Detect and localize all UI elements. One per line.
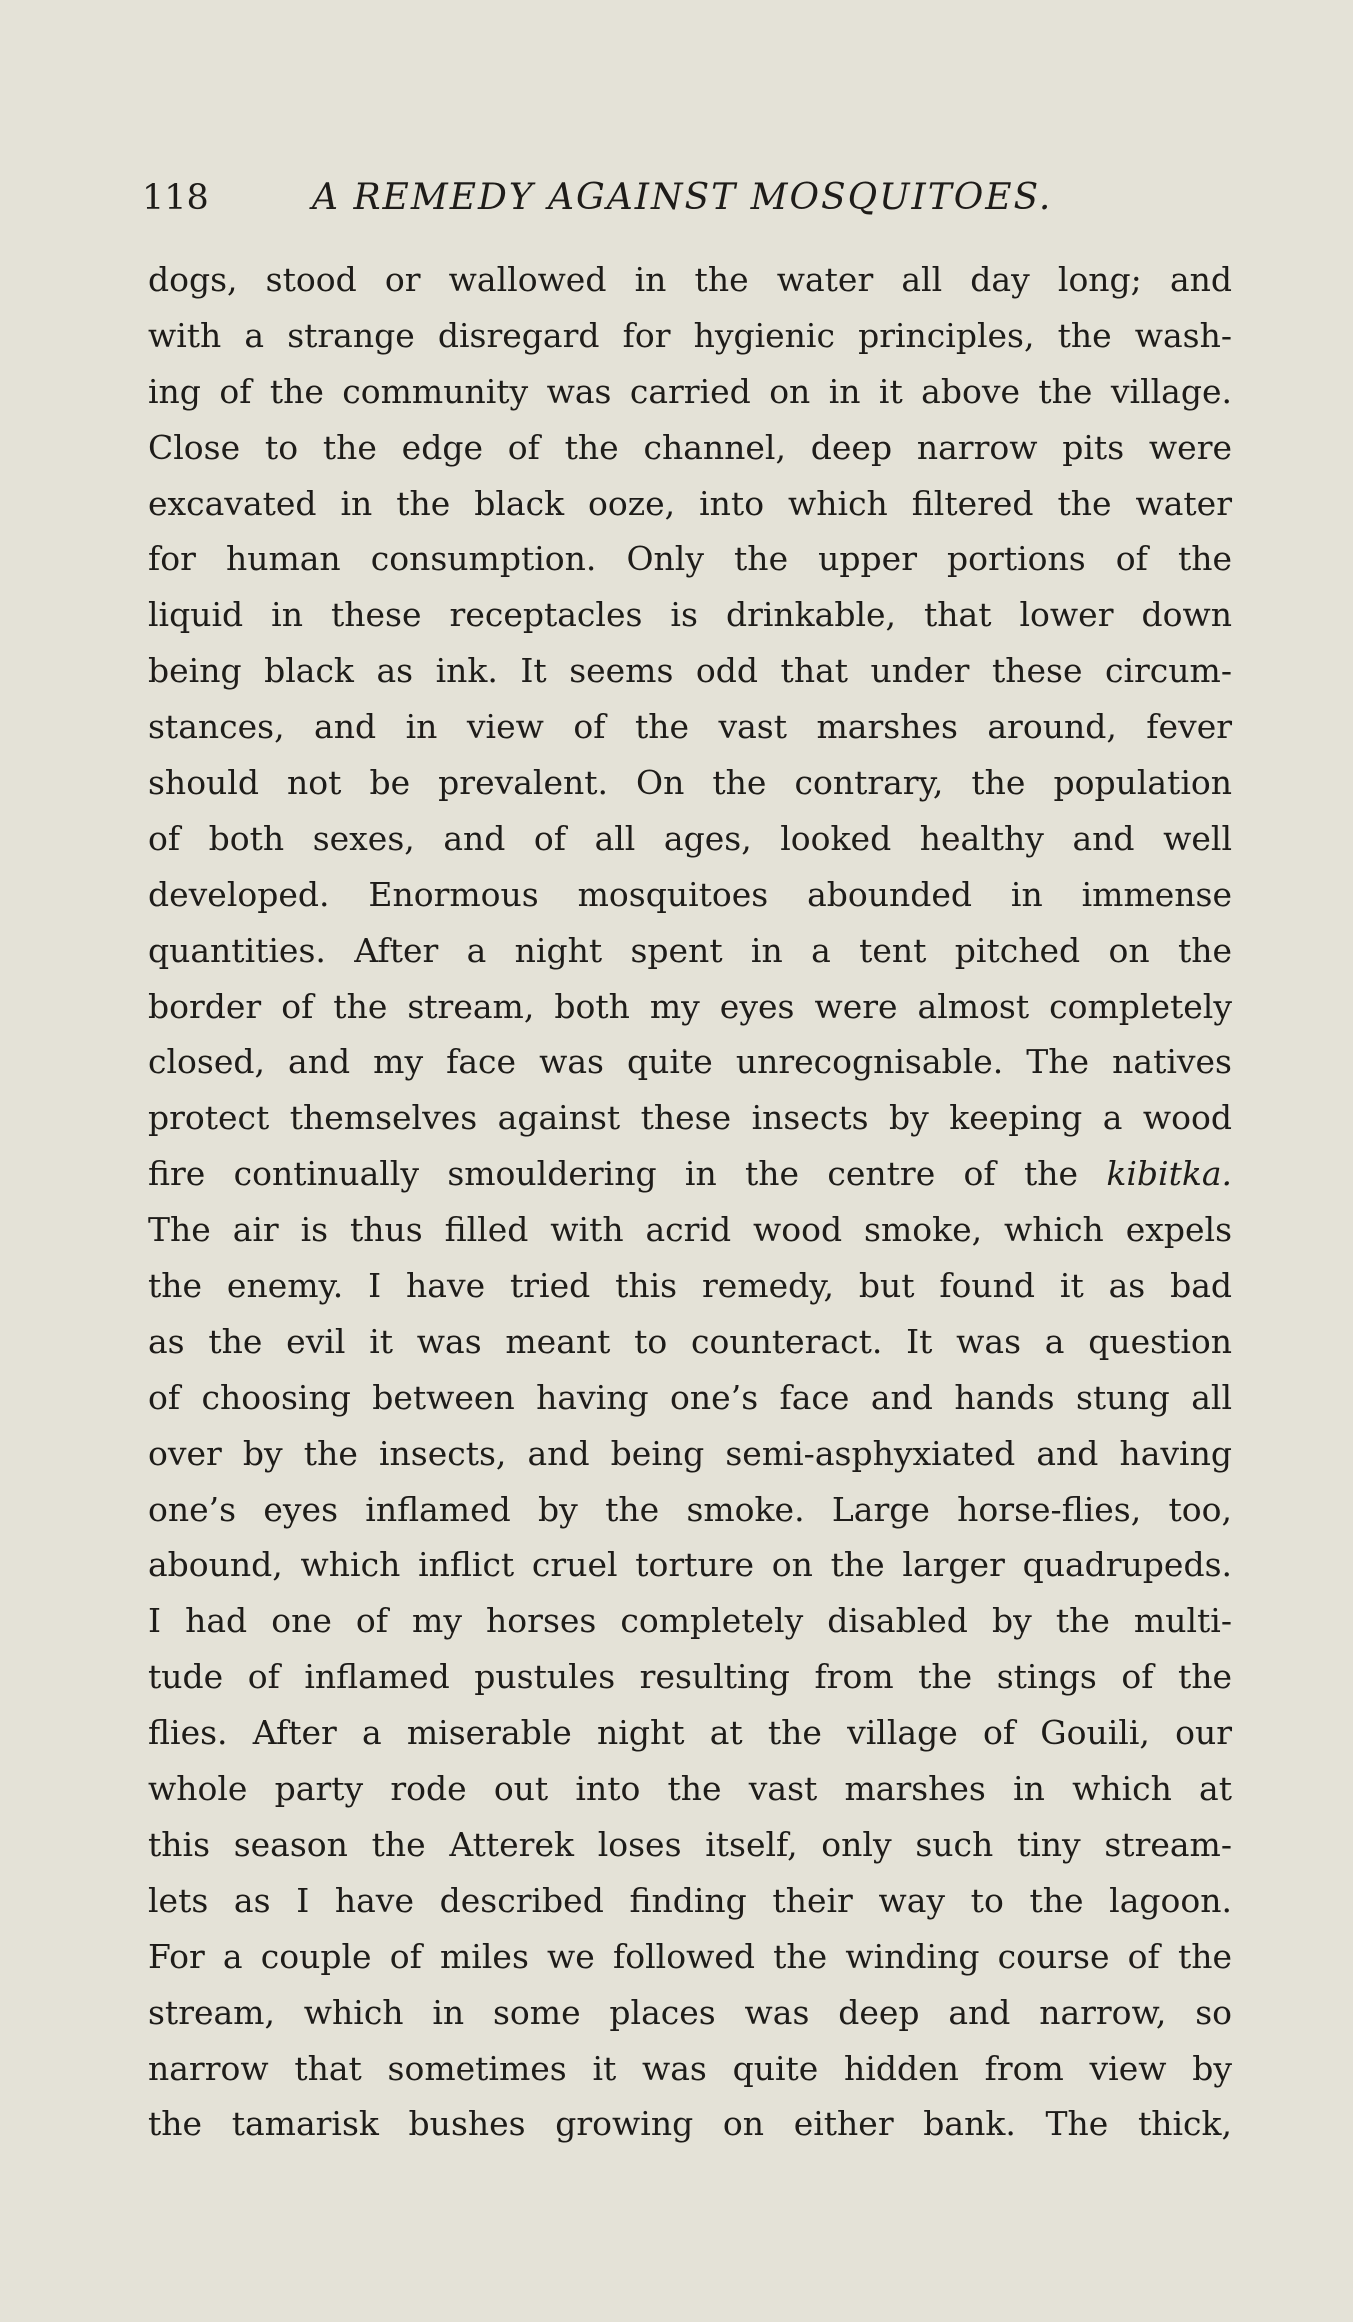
text-line: being black as ink. It seems odd that under these circum- (148, 651, 1232, 691)
body-text (148, 252, 1232, 2152)
text-line: stances, and in view of the vast marshes around, fever (148, 707, 1232, 747)
text-line: the tamarisk bushes growing on either bank. The thick, (148, 2104, 1232, 2144)
italic-word: kibitka. (1106, 1154, 1232, 1194)
text-line: dogs, stood or wallowed in the water all day long; and (148, 260, 1232, 299)
text-line: with a strange disregard for hygienic principles, the wash- (148, 315, 1232, 355)
text-line: as the evil it was meant to counteract. It was a question (148, 1321, 1232, 1361)
text-line: excavated in the black ooze, into which filtered the water (148, 483, 1232, 523)
text-line: one’s eyes inflamed by the smoke. Large horse-flies, too, (148, 1489, 1232, 1529)
text-line: liquid in these receptacles is drinkable, that lower down (148, 595, 1232, 635)
running-title: A REMEDY AGAINST MOSQUITOES. (312, 177, 1053, 218)
text-line: should not be prevalent. On the contrary, the population (148, 763, 1232, 803)
text-line: of both sexes, and of all ages, looked healthy and well (148, 818, 1232, 858)
text-line: stream, which in some places was deep and narrow, so (148, 1992, 1232, 2032)
text-line: developed. Enormous mosquitoes abounded in immense (148, 874, 1232, 914)
text-line: The air is thus filled with acrid wood smoke, which expels (148, 1210, 1232, 1250)
text-line: border of the stream, both my eyes were almost completely (148, 986, 1232, 1026)
text-line: abound, which inflict cruel torture on the larger quadrupeds. (148, 1545, 1232, 1585)
text-line: tude of inflamed pustules resulting from the stings of the (148, 1657, 1232, 1697)
text-line: narrow that sometimes it was quite hidden from view by (148, 2048, 1232, 2088)
text-line: this season the Atterek loses itself, only such tiny stream- (148, 1824, 1232, 1864)
text-line-with-italic (148, 1146, 1232, 1202)
text-line: lets as I have described finding their way to the lagoon. (148, 1880, 1232, 1920)
text-line: ing of the community was carried on in it above the village. (148, 371, 1232, 411)
text-line: quantities. After a night spent in a tent pitched on the (148, 930, 1232, 970)
text-line: the enemy. I have tried this remedy, but found it as bad (148, 1266, 1232, 1306)
page-number: 118 (142, 178, 209, 218)
text-line: closed, and my face was quite unrecognisable. The natives (148, 1042, 1232, 1082)
text-line: for human consumption. Only the upper portions of the (148, 539, 1232, 579)
text-line: whole party rode out into the vast marshes in which at (148, 1769, 1232, 1809)
text-line: over by the insects, and being semi-asphyxiated and having (148, 1433, 1232, 1473)
page-header (142, 168, 1242, 228)
text-line: protect themselves against these insects by keeping a wood (148, 1098, 1232, 1138)
text-line: Close to the edge of the channel, deep narrow pits were (148, 427, 1232, 467)
text-line: I had one of my horses completely disabled by the multi- (148, 1601, 1232, 1641)
text-line: flies. After a miserable night at the village of Gouili, our (148, 1713, 1232, 1753)
text-line: For a couple of miles we followed the winding course of the (148, 1936, 1232, 1976)
text-segment: fire continually smouldering in the centre of the (148, 1154, 1079, 1194)
text-line: of choosing between having one’s face and hands stung all (148, 1377, 1232, 1417)
